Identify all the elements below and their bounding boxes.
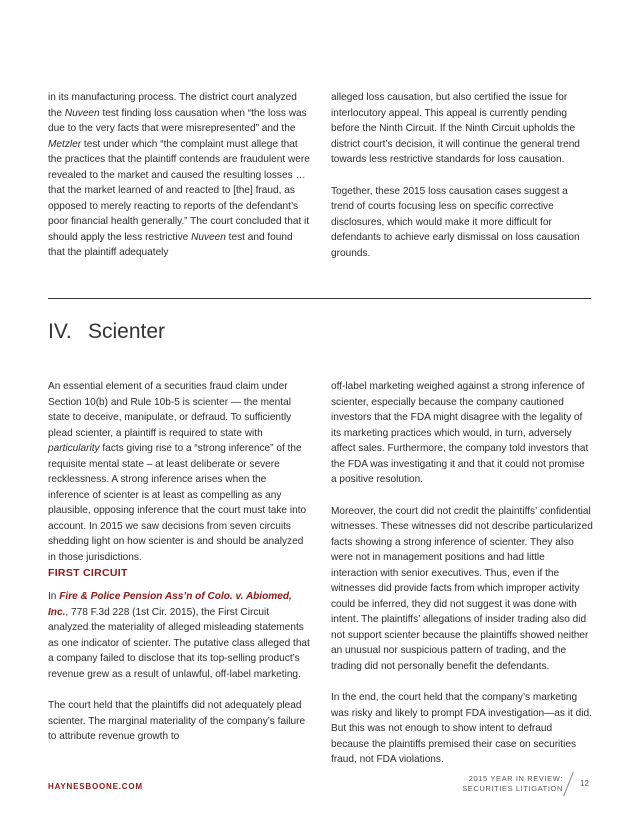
section-divider [48, 298, 591, 299]
case-name: Fire & Police Pension Ass’n of Colo. v. Abiomed, Inc. [48, 591, 292, 618]
paragraph-trend: Together, these 2015 loss causation cases suggest a trend of courts focusing less on specific corrective disclosures, which would make it more difficult for defendants to achieve early dismissal on loss causation grounds. [331, 185, 580, 259]
paragraph-abiomed: In Fire & Police Pension Ass’n of Colo. v. Abiomed, Inc., 778 F.3d 228 (1st Cir. 2015), the First Circuit analyzed the materiality of alleged misleading statements as one indicator of scienter. The putative class alleged that a company failed to disclose that its top-selling product’s revenue grew as a result of unlawful, off-label marketing. [48, 591, 310, 680]
paragraph-scienter-intro: An essential element of a securities fraud claim under Section 10(b) and Rule 10b-5 is scienter — the mental state to deceive, manipulate, or defraud. To sufficiently plead scienter, a plaintiff is required to state with particularity facts giving rise to a “strong inference” of the requisite mental state – at least deliberate or severe recklessness. A strong inference arises when the inference of scienter is at least as compelling as any plausible, opposing inference that the court must take into account. In 2015 we saw decisions from seven circuits shedding light on how scienter is and should be analyzed in those jurisdictions. [48, 381, 307, 563]
body-left-column [48, 379, 310, 565]
subheading-first-circuit: FIRST CIRCUIT [48, 567, 128, 579]
footer-website-link[interactable]: HAYNESBOONE.COM [48, 782, 143, 791]
paragraph-court-held: The court held that the plaintiffs did not adequately plead scienter. The marginal materiality of the company’s failure to attribute revenue growth to [48, 700, 306, 742]
page-number: 12 [580, 779, 589, 788]
paragraph-conclusion: In the end, the court held that the company’s marketing was risky and likely to prompt FDA investigation—as it did. But this was not enough to show intent to defraud because the plaintiffs premised their case on securities fraud, not FDA violations. [331, 692, 592, 765]
top-left-column [48, 90, 310, 261]
footer-divider-slash [563, 772, 574, 796]
paragraph-witnesses: Moreover, the court did not credit the plaintiffs’ confidential witnesses. These witnesses did not describe particularized facts showing a strong inference of scienter. They also were not in management positions and had little interaction with senior executives. Thus, even if the witnesses did provide facts from which improper activity could be inferred, they did not suggest it was done with intent. The plaintiffs’ allegations of insider trading also did not support scienter because the plaintiffs showed neither an unusual nor suspicious pattern of trading, and the trading did not personally benefit the defendants. [331, 505, 593, 672]
paragraph-off-label: off-label marketing weighed against a strong inference of scienter, especially because the company cautioned investors that the FDA might disagree with the legality of its marketing practices which would, in turn, adversely affect sales. Furthermore, the company told investors that the FDA was investigating it and that it could not promise a positive resolution. [331, 381, 589, 485]
top-right-column [331, 90, 593, 261]
paragraph-appeal: alleged loss causation, but also certified the issue for interlocutory appeal. This appeal is currently pending before the Ninth Circuit. If the Ninth Circuit upholds the district court’s decision, it will continue the general trend towards less restrictive standards for loss causation. [331, 92, 580, 165]
paragraph-loss-causation-cont: in its manufacturing process. The district court analyzed the Nuveen test finding loss causation when “the loss was due to the very facts that were misrepresented” and the Metzler test under which “the complaint must allege that the practices that the plaintiff contends are fraudulent were revealed to the market and caused the resulting losses … that the market learned of and reacted to [the] fraud, as opposed to merely reacting to reports of the defendant’s poor financial health generally.” The court concluded that it should apply the less restrictive Nuveen test and found that the plaintiff adequately [48, 92, 310, 258]
body-right-column [331, 379, 593, 768]
section-heading: IV. Scienter [48, 320, 166, 343]
footer-publication-title: 2015 YEAR IN REVIEW: SECURITIES LITIGATION [462, 774, 563, 793]
body-left-column-lower [48, 589, 310, 745]
